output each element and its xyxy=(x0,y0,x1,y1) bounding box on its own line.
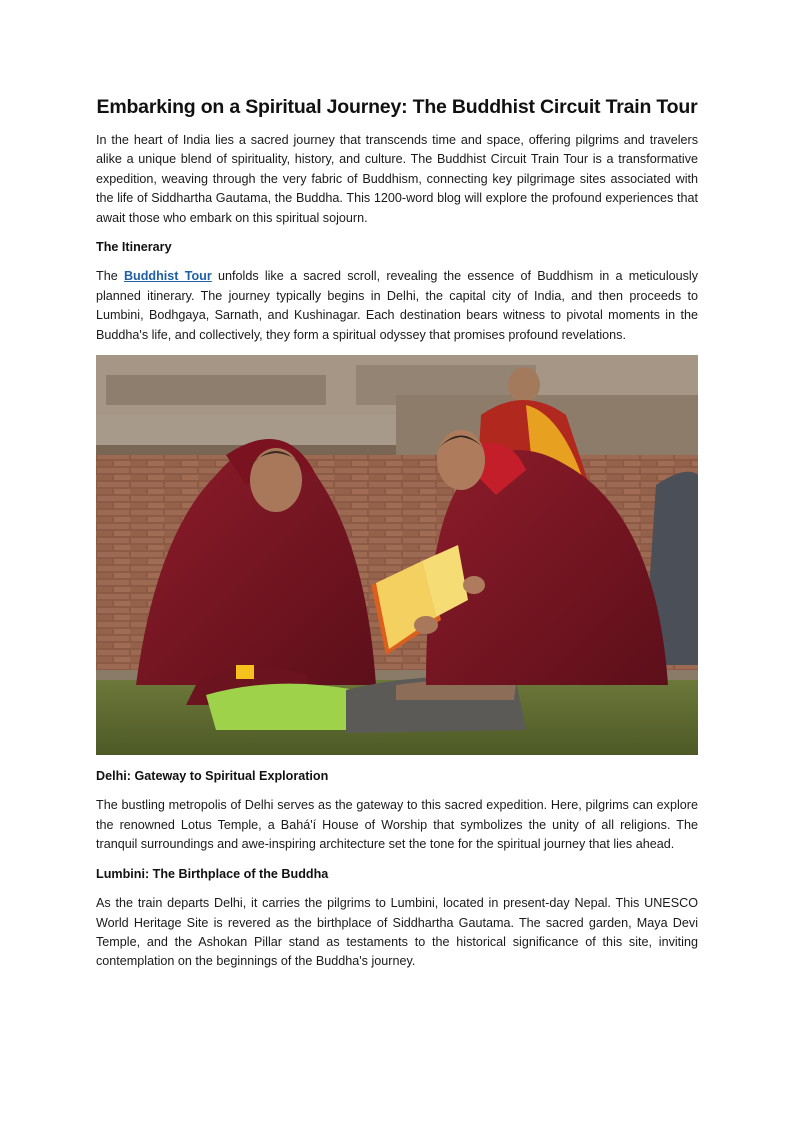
intro-paragraph: In the heart of India lies a sacred journey that transcends time and space, offering pilgrims and travelers alike a unique blend of spirituality, history, and culture. The Buddhist Circuit Train Tour is a transformative expedition, weaving through the very fabric of Buddhism, connecting key pilgrimage sites associated with the life of Siddhartha Gautama, the Buddha. This 1200-word blog will explore the profound experiences that await those who embark on this spiritual sojourn. xyxy=(96,133,698,225)
itinerary-text-start: The xyxy=(96,269,124,284)
itinerary-paragraph xyxy=(96,267,698,345)
itinerary-text-end: unfolds like a sacred scroll, revealing the essence of Buddhism in a meticulously planned itinerary. The journey typically begins in Delhi, the capital city of India, and then proceeds to Lumbini, Bodhgaya, Sarnath, and Kushinagar. Each destination bears witness to pivotal moments in the Buddha's life, and collectively, they form a spiritual odyssey that promises profound revelations. xyxy=(96,269,699,342)
monks-photo xyxy=(96,355,698,755)
page-title: Embarking on a Spiritual Journey: The Buddhist Circuit Train Tour xyxy=(96,96,698,118)
delhi-paragraph: The bustling metropolis of Delhi serves as the gateway to this sacred expedition. Here, pilgrims can explore the renowned Lotus Temple, a Bahá'í House of Worship that symbolizes the unity of all religions. The tranquil surroundings and awe-inspiring architecture set the tone for the spiritual journey that lies ahead. xyxy=(96,798,698,852)
delhi-heading: Delhi: Gateway to Spiritual Exploration xyxy=(96,769,329,784)
lumbini-paragraph: As the train departs Delhi, it carries the pilgrims to Lumbini, located in present-day Nepal. This UNESCO World Heritage Site is revered as the birthplace of Siddhartha Gautama. The sacred garden, Maya Devi Temple, and the Ashokan Pillar stand as testaments to the historical significance of this site, inviting contemplation on the beginnings of the Buddha's journey. xyxy=(96,896,698,969)
document-page xyxy=(96,96,698,982)
lumbini-heading: Lumbini: The Birthplace of the Buddha xyxy=(96,866,329,881)
itinerary-heading: The Itinerary xyxy=(96,240,172,255)
buddhist-tour-link[interactable]: Buddhist Tour xyxy=(123,269,212,284)
